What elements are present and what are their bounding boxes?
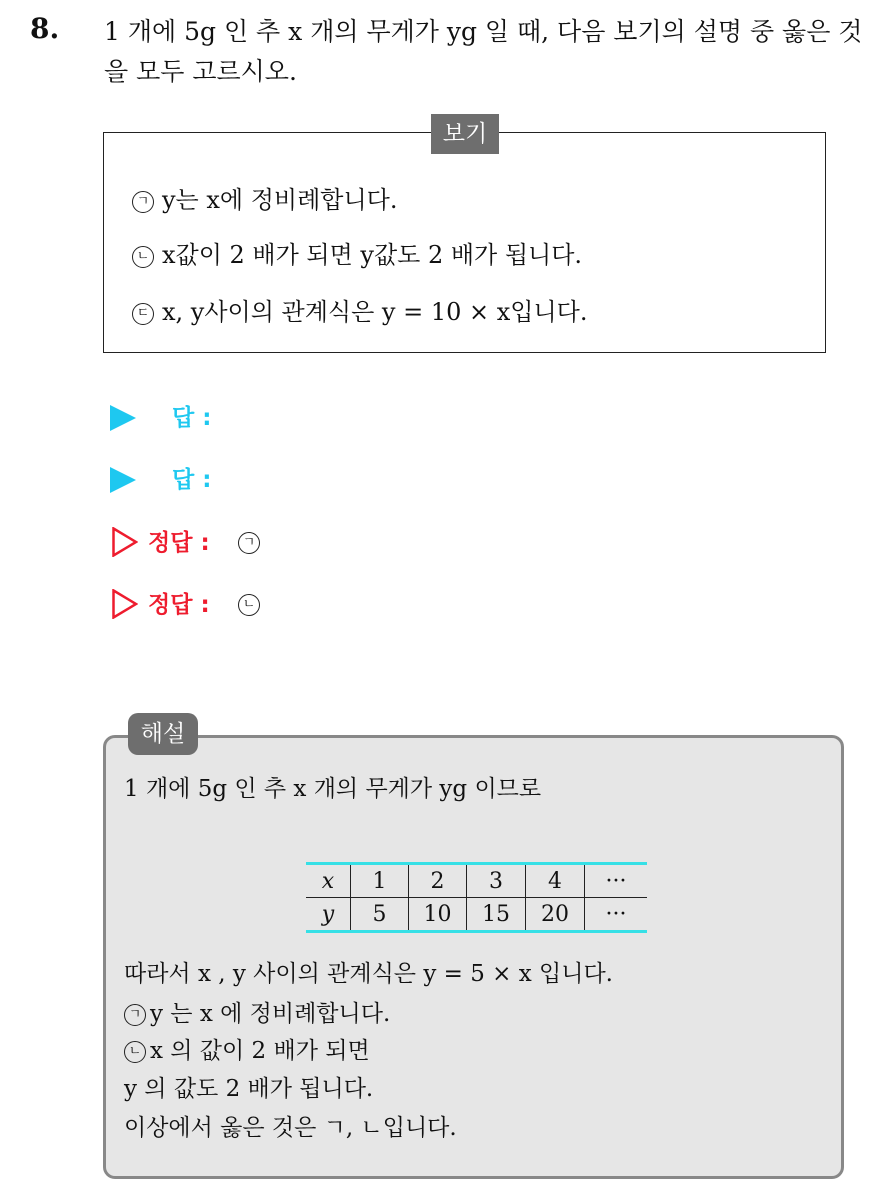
explanation-line-1: 따라서 x , y 사이의 관계식은 y = 5 × x 입니다. bbox=[124, 961, 613, 987]
table-cell: 1 bbox=[351, 864, 409, 898]
explanation-title: 해설 bbox=[128, 713, 198, 755]
bogi-item-text: y는 x에 정비례합니다. bbox=[162, 186, 398, 214]
explanation-intro: 1 개에 5g 인 추 x 개의 무게가 yg 이므로 bbox=[124, 776, 542, 802]
table-cell: 3 bbox=[467, 864, 526, 898]
answer-row-1[interactable] bbox=[110, 398, 310, 438]
explanation-line-4: y 의 값도 2 배가 됩니다. bbox=[124, 1076, 374, 1102]
circled-mark-icon: ㄱ bbox=[238, 532, 260, 554]
table-cell: ··· bbox=[585, 898, 648, 932]
circled-mark-icon: ㄱ bbox=[132, 191, 154, 213]
explanation-line-text: y 는 x 에 정비례합니다. bbox=[150, 1001, 391, 1027]
explanation-line-text: x 의 값이 2 배가 되면 bbox=[150, 1038, 370, 1064]
answer-row-2[interactable] bbox=[110, 460, 310, 500]
bogi-title: 보기 bbox=[431, 114, 499, 154]
xy-table bbox=[306, 862, 647, 933]
table-cell: 10 bbox=[409, 898, 467, 932]
outline-triangle-icon bbox=[112, 589, 138, 619]
table-header-x: x bbox=[306, 864, 351, 898]
explanation-line-5: 이상에서 옳은 것은 ㄱ, ㄴ입니다. bbox=[124, 1115, 457, 1141]
answer-label: 답 : bbox=[172, 405, 212, 431]
bogi-item-text: x값이 2 배가 되면 y값도 2 배가 됩니다. bbox=[162, 241, 583, 269]
correct-answer-label: 정답 : bbox=[148, 530, 210, 556]
table-row-y bbox=[306, 898, 647, 932]
table-cell: ··· bbox=[585, 864, 648, 898]
bogi-item-1 bbox=[132, 185, 397, 215]
circled-mark-icon: ㄴ bbox=[238, 594, 260, 616]
bogi-item-3 bbox=[132, 297, 587, 327]
question-number: 8. bbox=[30, 12, 60, 45]
answer-label: 답 : bbox=[172, 467, 212, 493]
filled-triangle-icon bbox=[110, 467, 136, 493]
explanation-line-3 bbox=[124, 1036, 370, 1066]
outline-triangle-icon bbox=[112, 527, 138, 557]
circled-mark-icon: ㄱ bbox=[124, 1004, 146, 1026]
table-cell: 15 bbox=[467, 898, 526, 932]
table-cell: 20 bbox=[526, 898, 585, 932]
filled-triangle-icon bbox=[110, 405, 136, 431]
bogi-item-text: x, y사이의 관계식은 y = 10 × x입니다. bbox=[162, 298, 588, 326]
circled-mark-icon: ㄴ bbox=[124, 1041, 146, 1063]
bogi-item-2 bbox=[132, 240, 582, 270]
correct-answer-row-1 bbox=[110, 523, 310, 563]
circled-mark-icon: ㄷ bbox=[132, 303, 154, 325]
table-cell: 2 bbox=[409, 864, 467, 898]
correct-answer-row-2 bbox=[110, 585, 310, 625]
table-cell: 4 bbox=[526, 864, 585, 898]
question-text: 1 개에 5g 인 추 x 개의 무게가 yg 일 때, 다음 보기의 설명 중 옳은 것을 모두 고르시오. bbox=[104, 17, 863, 86]
correct-answer-label: 정답 : bbox=[148, 592, 210, 618]
explanation-line-2 bbox=[124, 999, 390, 1029]
circled-mark-icon: ㄴ bbox=[132, 246, 154, 268]
table-cell: 5 bbox=[351, 898, 409, 932]
table-header-y: y bbox=[306, 898, 351, 932]
table-row-x bbox=[306, 864, 647, 898]
